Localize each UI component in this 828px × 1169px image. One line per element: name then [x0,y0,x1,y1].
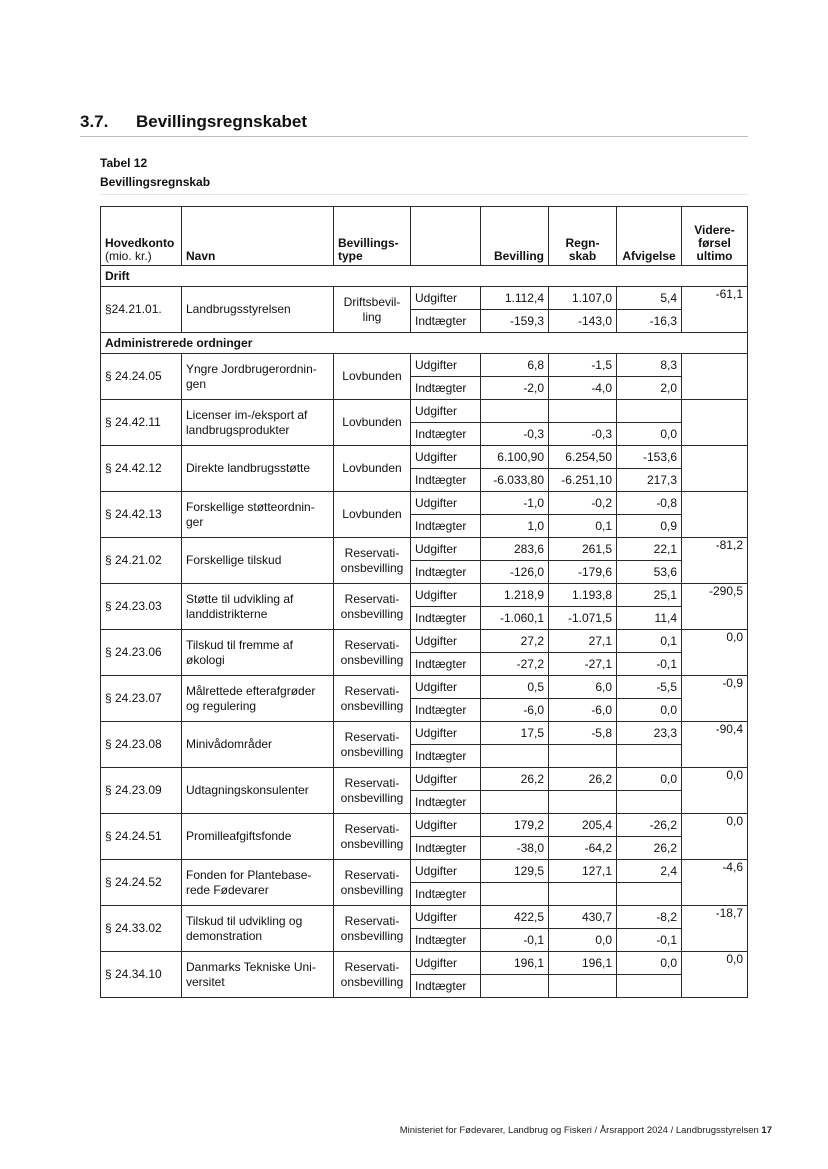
bevilling-cell: -1.060,1 [481,607,549,630]
hovedkonto-cell: § 24.23.06 [101,630,182,676]
regnskab-cell: -0,3 [549,423,617,446]
regnskab-cell [549,975,617,998]
udgifter-label: Udgifter [411,676,481,699]
regnskab-cell: -1,5 [549,354,617,377]
hovedkonto-cell: § 24.24.52 [101,860,182,906]
section-title: Bevillingsregnskabet [136,112,308,131]
viderefoersel-cell [682,400,748,446]
hovedkonto-cell: § 24.23.08 [101,722,182,768]
table-row [101,768,748,791]
afvigelse-cell: 22,1 [617,538,682,561]
regnskab-cell: 0,0 [549,929,617,952]
table-row [101,906,748,929]
bevilling-cell: -0,1 [481,929,549,952]
regnskab-cell: -0,2 [549,492,617,515]
regnskab-cell: -6,0 [549,699,617,722]
bevilling-cell: 129,5 [481,860,549,883]
bevilling-cell: 6.100,90 [481,446,549,469]
hovedkonto-cell: § 24.23.03 [101,584,182,630]
regnskab-cell: 1.193,8 [549,584,617,607]
hovedkonto-cell: § 24.42.12 [101,446,182,492]
type-cell: Reservati-onsbevilling [334,630,411,676]
hovedkonto-cell: § 24.23.09 [101,768,182,814]
bevilling-cell: -126,0 [481,561,549,584]
regnskab-cell: 1.107,0 [549,287,617,310]
table-row [101,722,748,745]
bevilling-cell: 1,0 [481,515,549,538]
bevilling-cell: 1.112,4 [481,287,549,310]
bevilling-cell: 1.218,9 [481,584,549,607]
regnskab-cell: 6,0 [549,676,617,699]
section-heading [80,112,748,137]
regnskab-cell: 0,1 [549,515,617,538]
udgifter-label: Udgifter [411,400,481,423]
navn-cell: Tilskud til fremme af økologi [182,630,334,676]
udgifter-label: Udgifter [411,906,481,929]
afvigelse-cell: 217,3 [617,469,682,492]
bevilling-cell: -6.033,80 [481,469,549,492]
afvigelse-cell: 25,1 [617,584,682,607]
bevilling-cell [481,745,549,768]
bevilling-cell: 27,2 [481,630,549,653]
bevilling-cell: -6,0 [481,699,549,722]
header-regnskab: Regn-skab [549,207,617,266]
bevilling-cell: 0,5 [481,676,549,699]
regnskab-cell: 430,7 [549,906,617,929]
navn-cell: Målrettede efterafgrøder og regulering [182,676,334,722]
viderefoersel-cell [682,492,748,538]
table-title: Bevillingsregnskab [100,175,211,189]
viderefoersel-cell: 0,0 [682,630,748,676]
afvigelse-cell [617,791,682,814]
bevilling-cell: 6,8 [481,354,549,377]
afvigelse-cell [617,975,682,998]
table-row [101,860,748,883]
regnskab-cell: -27,1 [549,653,617,676]
type-cell: Reservati-onsbevilling [334,952,411,998]
udgifter-label: Udgifter [411,814,481,837]
regnskab-cell: 261,5 [549,538,617,561]
regnskab-cell: -1.071,5 [549,607,617,630]
indtaegter-label: Indtægter [411,837,481,860]
afvigelse-cell: -16,3 [617,310,682,333]
navn-cell: Tilskud til udvikling og demonstration [182,906,334,952]
table-row [101,446,748,469]
appropriation-table [100,206,748,998]
udgifter-label: Udgifter [411,630,481,653]
page-footer [400,1125,772,1136]
afvigelse-cell: -26,2 [617,814,682,837]
afvigelse-cell: -0,1 [617,929,682,952]
bevilling-cell: -1,0 [481,492,549,515]
navn-cell: Udtagningskonsulenter [182,768,334,814]
navn-cell: Yngre Jordbrugerordnin-gen [182,354,334,400]
hovedkonto-cell: § 24.42.11 [101,400,182,446]
bevilling-cell: 26,2 [481,768,549,791]
type-cell: Reservati-onsbevilling [334,722,411,768]
regnskab-cell: 127,1 [549,860,617,883]
udgifter-label: Udgifter [411,768,481,791]
hovedkonto-cell: § 24.24.51 [101,814,182,860]
indtaegter-label: Indtægter [411,469,481,492]
header-hovedkonto-unit: (mio. kr.) [105,249,152,263]
regnskab-cell: 27,1 [549,630,617,653]
type-cell: Reservati-onsbevilling [334,584,411,630]
table-row [101,354,748,377]
regnskab-cell: -4,0 [549,377,617,400]
type-cell: Reservati-onsbevilling [334,768,411,814]
table-row [101,952,748,975]
viderefoersel-cell: 0,0 [682,952,748,998]
table-row [101,584,748,607]
viderefoersel-cell: 0,0 [682,768,748,814]
regnskab-cell: -143,0 [549,310,617,333]
viderefoersel-cell: 0,0 [682,814,748,860]
afvigelse-cell [617,400,682,423]
regnskab-cell: 6.254,50 [549,446,617,469]
afvigelse-cell: 53,6 [617,561,682,584]
bevilling-cell: 422,5 [481,906,549,929]
regnskab-cell: 196,1 [549,952,617,975]
viderefoersel-cell: -0,9 [682,676,748,722]
hovedkonto-cell: § 24.42.13 [101,492,182,538]
afvigelse-cell: -0,1 [617,653,682,676]
bevilling-cell: -0,3 [481,423,549,446]
udgifter-label: Udgifter [411,446,481,469]
indtaegter-label: Indtægter [411,929,481,952]
afvigelse-cell: 26,2 [617,837,682,860]
table-label: Tabel 12 [100,156,148,170]
regnskab-cell [549,883,617,906]
navn-cell: Minivådområder [182,722,334,768]
table-row [101,492,748,515]
viderefoersel-cell [682,354,748,400]
regnskab-cell: 26,2 [549,768,617,791]
viderefoersel-cell: -90,4 [682,722,748,768]
afvigelse-cell [617,883,682,906]
indtaegter-label: Indtægter [411,791,481,814]
header-viderefoersel: Videre-førsel ultimo [682,207,748,266]
afvigelse-cell: 11,4 [617,607,682,630]
bevilling-cell: 17,5 [481,722,549,745]
header-afvigelse: Afvigelse [617,207,682,266]
viderefoersel-cell: -4,6 [682,860,748,906]
indtaegter-label: Indtægter [411,423,481,446]
viderefoersel-cell [682,446,748,492]
regnskab-cell: -6.251,10 [549,469,617,492]
type-cell: Reservati-onsbevilling [334,906,411,952]
bevilling-cell: -2,0 [481,377,549,400]
afvigelse-cell: 0,0 [617,699,682,722]
navn-cell: Licenser im-/eksport af landbrugsprodukter [182,400,334,446]
udgifter-label: Udgifter [411,722,481,745]
hovedkonto-cell: § 24.21.02 [101,538,182,584]
type-cell: Lovbunden [334,446,411,492]
hovedkonto-cell: § 24.34.10 [101,952,182,998]
navn-cell: Direkte landbrugsstøtte [182,446,334,492]
header-bevilling: Bevilling [481,207,549,266]
header-row [101,207,748,266]
udgifter-label: Udgifter [411,952,481,975]
indtaegter-label: Indtægter [411,607,481,630]
indtaegter-label: Indtægter [411,883,481,906]
bevilling-cell [481,975,549,998]
table-body [101,266,748,998]
caption-divider [100,194,748,195]
type-cell: Reservati-onsbevilling [334,676,411,722]
type-cell: Lovbunden [334,492,411,538]
bevilling-cell [481,400,549,423]
bevilling-cell: 196,1 [481,952,549,975]
viderefoersel-cell: -81,2 [682,538,748,584]
table-row [101,538,748,561]
hovedkonto-cell: § 24.23.07 [101,676,182,722]
udgifter-label: Udgifter [411,860,481,883]
section-number: 3.7. [80,112,109,131]
table-row [101,400,748,423]
afvigelse-cell: 8,3 [617,354,682,377]
navn-cell: Landbrugsstyrelsen [182,287,334,333]
udgifter-label: Udgifter [411,354,481,377]
regnskab-cell: -179,6 [549,561,617,584]
afvigelse-cell: -153,6 [617,446,682,469]
afvigelse-cell: 2,0 [617,377,682,400]
section-row [101,333,748,354]
section-label: Administrerede ordninger [101,333,748,354]
indtaegter-label: Indtægter [411,745,481,768]
type-cell: Driftsbevil-ling [334,287,411,333]
afvigelse-cell: 0,0 [617,952,682,975]
indtaegter-label: Indtægter [411,561,481,584]
type-cell: Reservati-onsbevilling [334,538,411,584]
udgifter-label: Udgifter [411,538,481,561]
hovedkonto-cell: §24.21.01. [101,287,182,333]
udgifter-label: Udgifter [411,584,481,607]
type-cell: Lovbunden [334,354,411,400]
indtaegter-label: Indtægter [411,653,481,676]
header-blank [411,207,481,266]
table-row [101,814,748,837]
afvigelse-cell: -5,5 [617,676,682,699]
udgifter-label: Udgifter [411,287,481,310]
hovedkonto-cell: § 24.33.02 [101,906,182,952]
afvigelse-cell: 0,9 [617,515,682,538]
bevilling-cell: -27,2 [481,653,549,676]
bevilling-cell: -38,0 [481,837,549,860]
indtaegter-label: Indtægter [411,975,481,998]
afvigelse-cell: 0,0 [617,768,682,791]
navn-cell: Støtte til udvikling af landdistrikterne [182,584,334,630]
indtaegter-label: Indtægter [411,310,481,333]
afvigelse-cell: 0,1 [617,630,682,653]
section-row [101,266,748,287]
bevilling-cell [481,883,549,906]
bevilling-cell: 179,2 [481,814,549,837]
afvigelse-cell: 2,4 [617,860,682,883]
viderefoersel-cell: -290,5 [682,584,748,630]
navn-cell: Fonden for Plantebase-rede Fødevarer [182,860,334,906]
table-row [101,287,748,310]
afvigelse-cell: 5,4 [617,287,682,310]
header-hovedkonto-label: Hovedkonto [105,236,175,250]
header-type: Bevillings-type [334,207,411,266]
indtaegter-label: Indtægter [411,377,481,400]
udgifter-label: Udgifter [411,492,481,515]
bevilling-cell [481,791,549,814]
bevilling-cell: 283,6 [481,538,549,561]
regnskab-cell [549,745,617,768]
regnskab-cell: -5,8 [549,722,617,745]
header-navn: Navn [182,207,334,266]
afvigelse-cell: -0,8 [617,492,682,515]
afvigelse-cell: 23,3 [617,722,682,745]
afvigelse-cell [617,745,682,768]
regnskab-cell: 205,4 [549,814,617,837]
navn-cell: Promilleafgiftsfonde [182,814,334,860]
table-row [101,630,748,653]
bevilling-cell: -159,3 [481,310,549,333]
regnskab-cell [549,400,617,423]
viderefoersel-cell: -18,7 [682,906,748,952]
type-cell: Reservati-onsbevilling [334,814,411,860]
indtaegter-label: Indtægter [411,515,481,538]
indtaegter-label: Indtægter [411,699,481,722]
table-row [101,676,748,699]
footer-text: Ministeriet for Fødevarer, Landbrug og Fiskeri / Årsrapport 2024 / Landbrugsstyrelsen [399,1125,759,1136]
page-number: 17 [761,1125,772,1136]
type-cell: Reservati-onsbevilling [334,860,411,906]
navn-cell: Danmarks Tekniske Uni-versitet [182,952,334,998]
viderefoersel-cell: -61,1 [682,287,748,333]
regnskab-cell: -64,2 [549,837,617,860]
afvigelse-cell: -8,2 [617,906,682,929]
hovedkonto-cell: § 24.24.05 [101,354,182,400]
regnskab-cell [549,791,617,814]
type-cell: Lovbunden [334,400,411,446]
navn-cell: Forskellige tilskud [182,538,334,584]
afvigelse-cell: 0,0 [617,423,682,446]
section-label: Drift [101,266,748,287]
navn-cell: Forskellige støtteordnin-ger [182,492,334,538]
header-hovedkonto [101,207,182,266]
